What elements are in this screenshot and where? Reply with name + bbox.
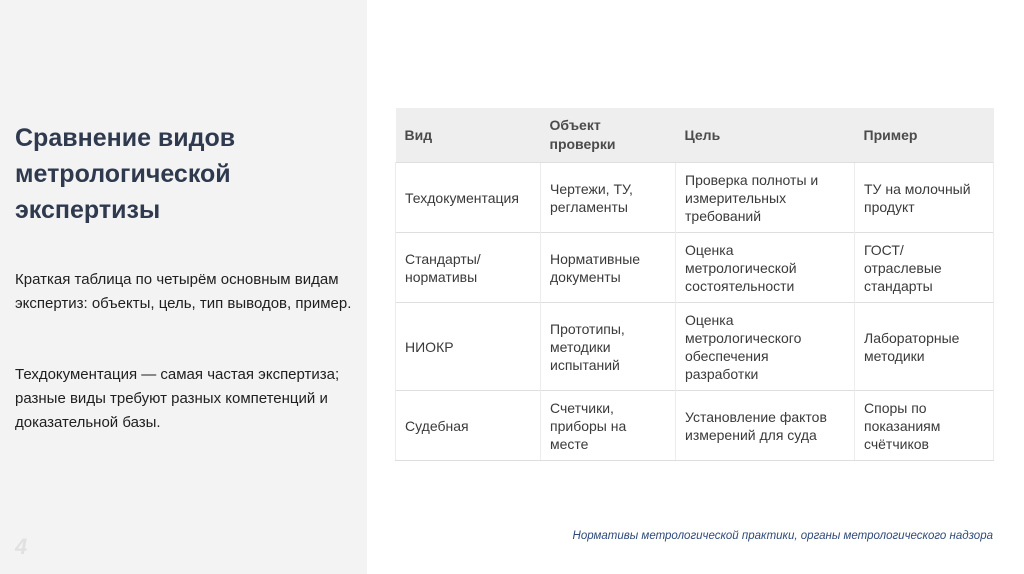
cell-object: Нормативные документы <box>541 233 676 303</box>
footer-source: Нормативы метрологической практики, органы метрологического надзора <box>572 530 993 542</box>
intro-text: Краткая таблица по четырём основным видам экспертиз: объекты, цель, тип выводов, пример. <box>15 271 352 312</box>
cell-type: Судебная <box>396 391 541 461</box>
cell-example: Споры по показаниям счётчиков <box>855 391 994 461</box>
header-type: Вид <box>396 108 541 163</box>
header-goal: Цель <box>676 108 855 163</box>
cell-example: ГОСТ/ отраслевые стандарты <box>855 233 994 303</box>
header-object: Объект проверки <box>541 108 676 163</box>
cell-object: Счетчики, приборы на месте <box>541 391 676 461</box>
cell-object: Чертежи, ТУ, регламенты <box>541 163 676 233</box>
cell-goal: Оценка метрологической состоятельности <box>676 233 855 303</box>
cell-example: Лабораторные методики <box>855 303 994 391</box>
cell-type: Стандарты/ нормативы <box>396 233 541 303</box>
cell-object: Прототипы, методики испытаний <box>541 303 676 391</box>
table-row <box>396 163 994 233</box>
comparison-table <box>395 108 994 461</box>
cell-type: НИОКР <box>396 303 541 391</box>
cell-goal: Установление фактов измерений для суда <box>676 391 855 461</box>
cell-type: Техдокументация <box>396 163 541 233</box>
comparison-table-container <box>395 108 993 461</box>
table-row <box>396 233 994 303</box>
table-header-row <box>396 108 994 163</box>
page-number: 4 <box>15 534 28 559</box>
note-text: Техдокументация — самая частая экспертиза; разные виды требуют разных компетенций и доказательной базы. <box>15 366 340 431</box>
cell-example: ТУ на молочный продукт <box>855 163 994 233</box>
header-example: Пример <box>855 108 994 163</box>
cell-goal: Оценка метрологического обеспечения разработки <box>676 303 855 391</box>
cell-goal: Проверка полноты и измерительных требований <box>676 163 855 233</box>
slide-title: Сравнение видов метрологической экспертизы <box>15 124 236 224</box>
table-row <box>396 391 994 461</box>
table-row <box>396 303 994 391</box>
